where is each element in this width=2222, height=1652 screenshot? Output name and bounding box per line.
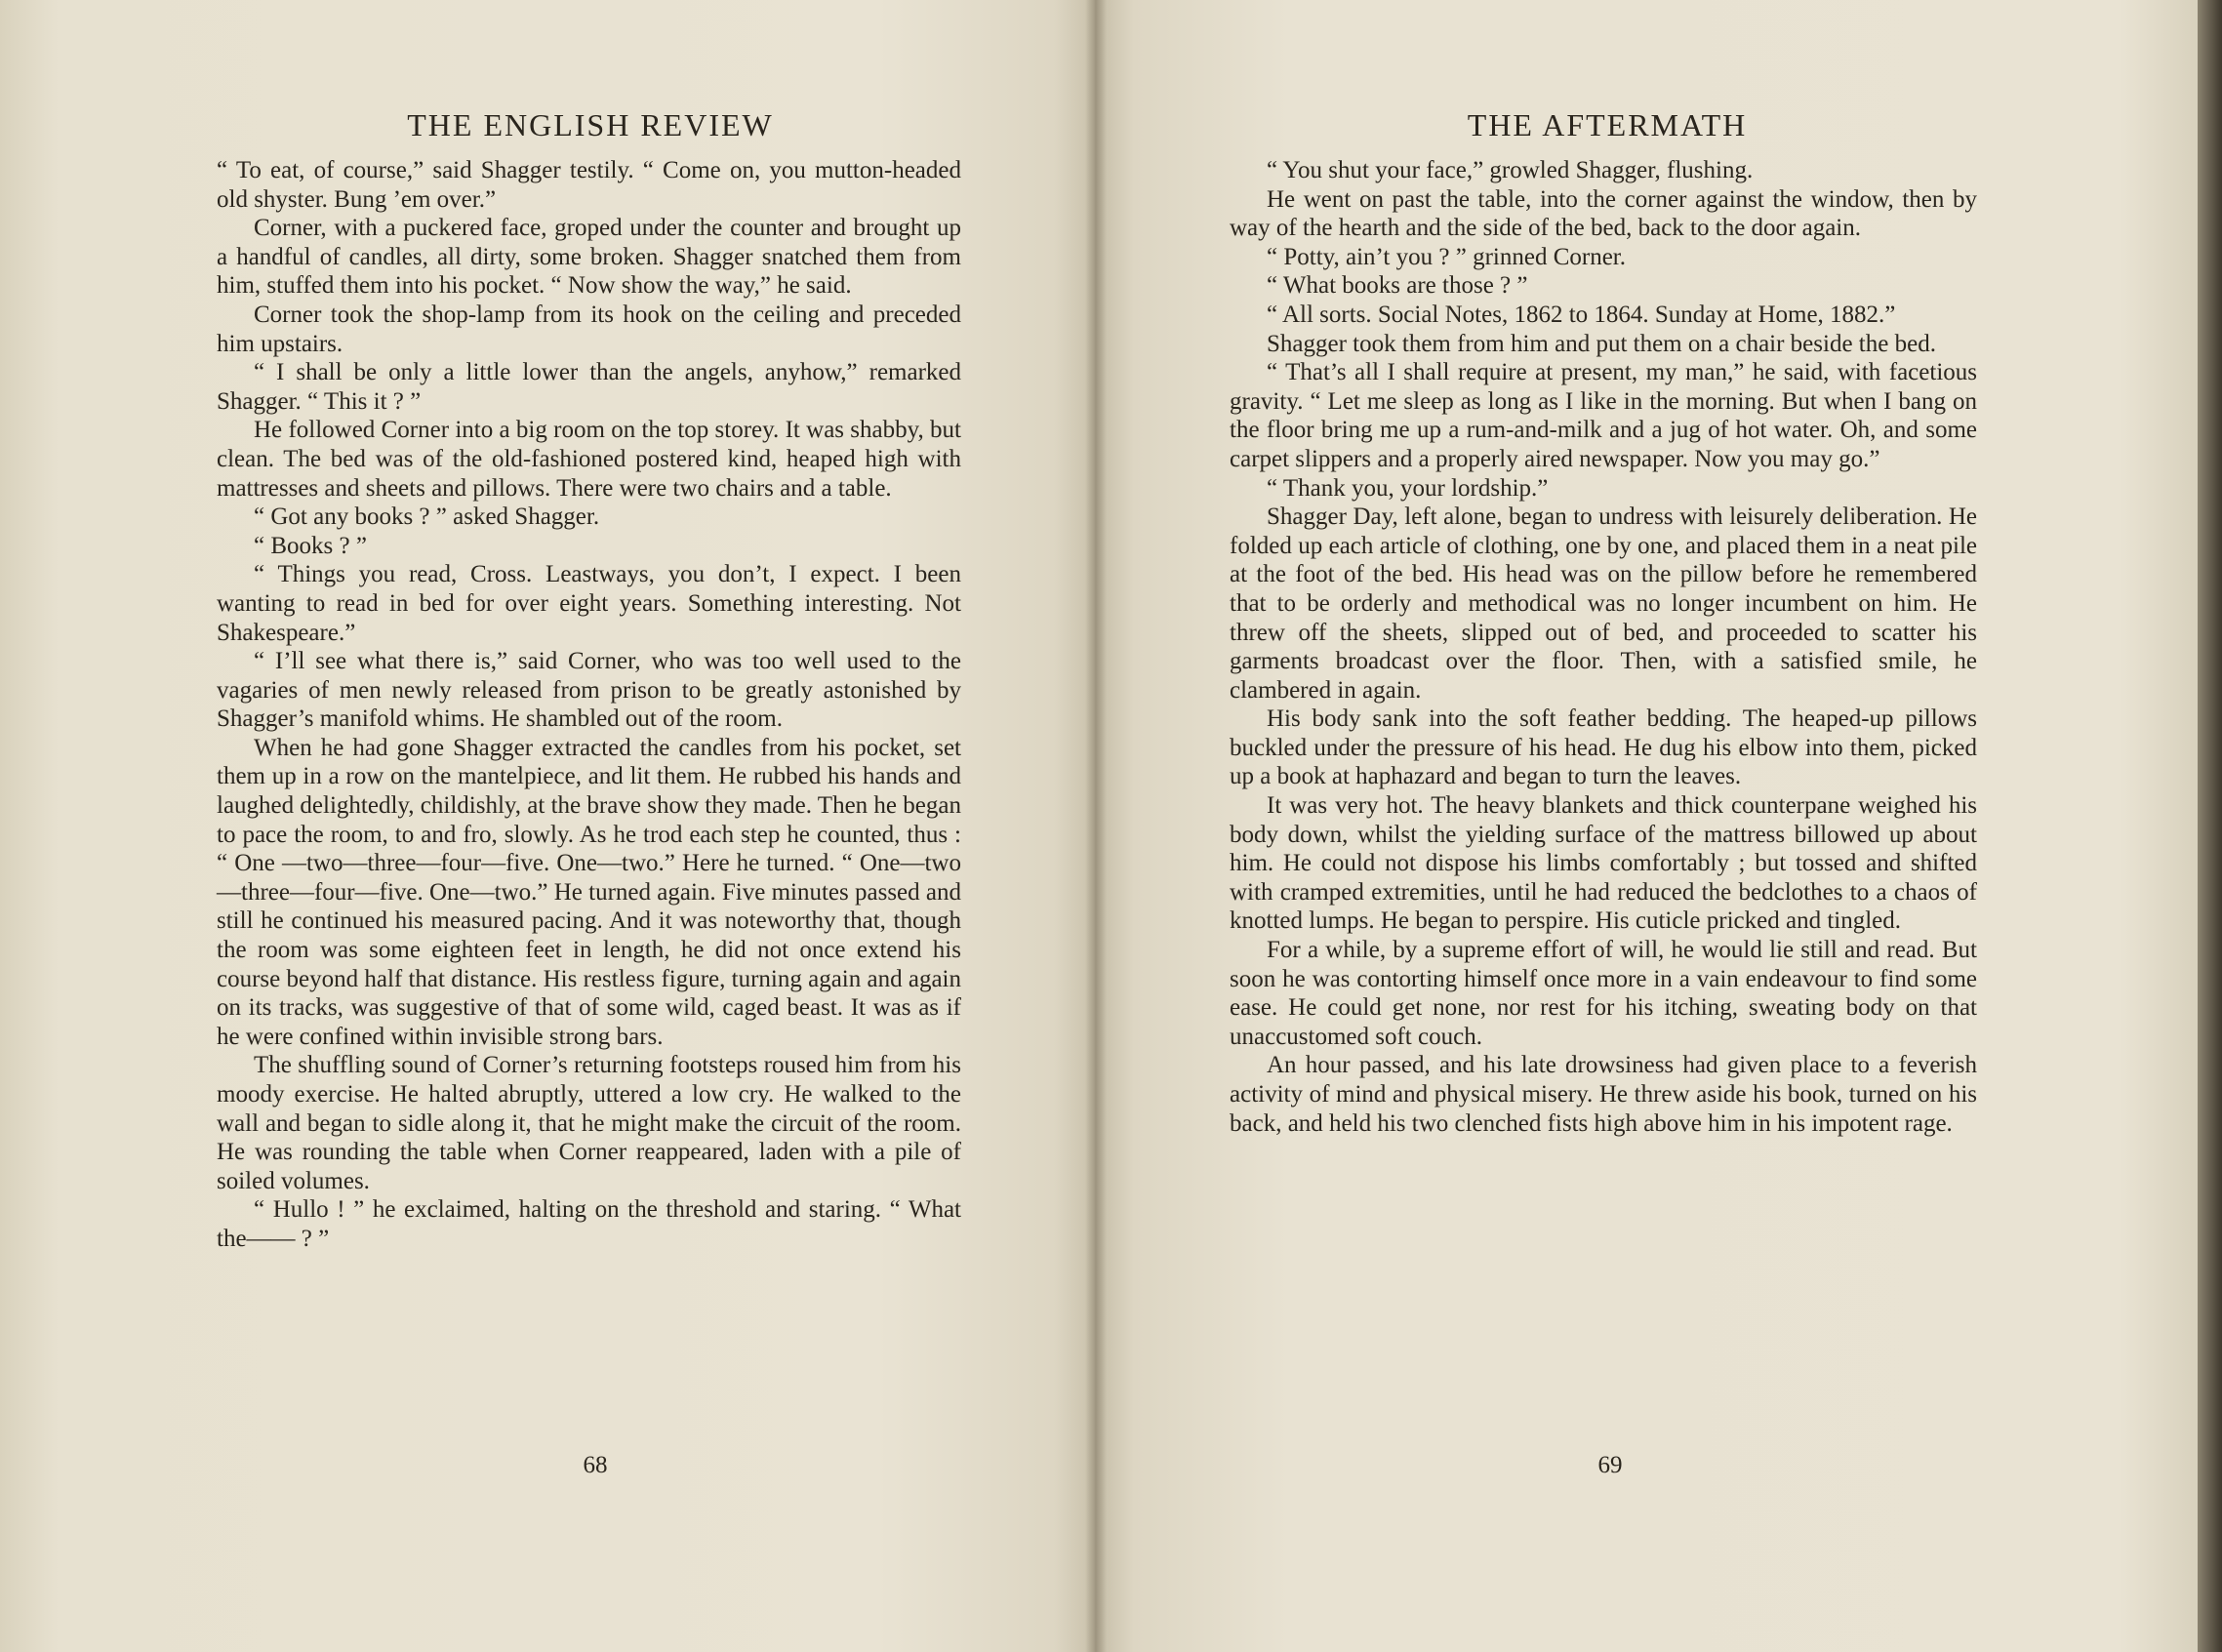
left-page [0,0,1095,1652]
page-number-right: 69 [1597,1452,1623,1478]
right-page-text [1230,156,1977,1138]
paragraph: “ To eat, of course,” said Shagger testily. “ Come on, you mutton-headed old shyster. Bung ’em over.” [217,157,961,213]
book-gutter [1085,0,1107,1652]
paragraph: For a while, by a supreme effort of will, he would lie still and read. But soon he was contorting himself once more in a vain endeavour to find some ease. He could get none, nor rest for his itching, sweating body on that unaccustomed soft couch. [1230,937,1977,1050]
paragraph: His body sank into the soft feather bedding. The heaped-up pillows buckled under the pressure of his head. He dug his elbow into them, picked up a book at haphazard and began to turn the leaves. [1230,705,1977,790]
paragraph: He went on past the table, into the corner against the window, then by way of the hearth and the side of the bed, back to the door again. [1230,185,1977,242]
paragraph: An hour passed, and his late drowsiness had given place to a feverish activity of mind and physical misery. He threw aside his book, turned on his back, and held his two clenched fists high above him in his impotent rage. [1230,1052,1977,1137]
paragraph: “ Hullo ! ” he exclaimed, halting on the threshold and staring. “ What the—— ? ” [217,1196,961,1252]
paragraph: “ Books ? ” [254,532,367,559]
paragraph: “ That’s all I shall require at present, my man,” he said, with facetious gravity. “ Let me sleep as long as I like in the morning. But when I bang on the floor bring me up a rum-and-milk and a jug of hot water. Oh, and some carpet slippers and a properly aired newspaper. Now you may go.” [1230,359,1977,472]
left-page-text [217,156,961,1254]
book-edge [2198,0,2222,1652]
paragraph: “ I’ll see what there is,” said Corner, who was too well used to the vagaries of men newly released from prison to be greatly astonished by Shagger’s manifold whims. He shambled out of the room. [217,648,961,733]
running-head-left: THE ENGLISH REVIEW [407,107,774,142]
running-head-right: THE AFTERMATH [1467,107,1748,142]
right-page [1095,0,2198,1652]
page-number-left: 68 [583,1452,608,1478]
paragraph: “ I shall be only a little lower than the angels, anyhow,” remarked Shagger. “ This it ? ” [217,359,961,415]
paragraph: “ Potty, ain’t you ? ” grinned Corner. [1267,243,1626,270]
paragraph: “ Got any books ? ” asked Shagger. [254,504,600,531]
paragraph: When he had gone Shagger extracted the candles from his pocket, set them up in a row on the mantelpiece, and lit them. He rubbed his hands and laughed delightedly, childishly, at the brave show they made. Then he began to pace the room, to and fro, slowly. As he trod each step he counted, thus : “ One —two—three—four—five. One—two.” Here he turned. “ One—two—three—four—five. One—two.” He turned again. Five minutes passed and still he continued his measured pacing. And it was noteworthy that, though the room was some eighteen feet in length, he did not once extend his course beyond half that distance. His restless figure, turning again and again on its tracks, was suggestive of that of some wild, caged beast. It was as if he were confined within invisible strong bars. [217,734,961,1050]
paragraph: “ All sorts. Social Notes, 1862 to 1864. Sunday at Home, 1882.” [1267,301,1896,328]
paragraph: “ Things you read, Cross. Leastways, you don’t, I expect. I been wanting to read in bed for over eight years. Something interesting. Not Shakespeare.” [217,561,961,646]
paragraph: The shuffling sound of Corner’s returning footsteps roused him from his moody exercise. He halted abruptly, uttered a low cry. He walked to the wall and began to sidle along it, that he might make the circuit of the room. He was rounding the table when Corner reappeared, laden with a pile of soiled volumes. [217,1052,961,1194]
paragraph: He followed Corner into a big room on the top storey. It was shabby, but clean. The bed was of the old-fashioned postered kind, heaped high with mattresses and sheets and pillows. There were two chairs and a table. [217,417,961,502]
paragraph: Corner, with a puckered face, groped under the counter and brought up a handful of candles, all dirty, some broken. Shagger snatched them from him, stuffed them into his pocket. “ Now show the way,” he said. [217,215,961,300]
paragraph: Shagger Day, left alone, began to undress with leisurely deliberation. He folded up each article of clothing, one by one, and placed them in a neat pile at the foot of the bed. His head was on the pillow before he remembered that to be orderly and methodical was no longer incumbent on him. He threw off the sheets, slipped out of bed, and proceeded to scatter his garments broadcast over the floor. Then, with a satisfied smile, he clambered in again. [1230,504,1977,704]
paragraph: “ What books are those ? ” [1267,272,1528,300]
paragraph: It was very hot. The heavy blankets and thick counterpane weighed his body down, whilst the yielding surface of the mattress billowed up about him. He could not dispose his limbs comfortably ; but tossed and shifted with cramped extremities, until he had reduced the bedclothes to a chaos of knotted lumps. He began to perspire. His cuticle pricked and tingled. [1230,792,1977,935]
paragraph: “ You shut your face,” growled Shagger, flushing. [1267,157,1754,183]
paragraph: “ Thank you, your lordship.” [1267,474,1549,502]
paragraph: Corner took the shop-lamp from its hook on the ceiling and preceded him upstairs. [217,301,961,357]
paragraph: Shagger took them from him and put them on a chair beside the bed. [1267,330,1936,357]
